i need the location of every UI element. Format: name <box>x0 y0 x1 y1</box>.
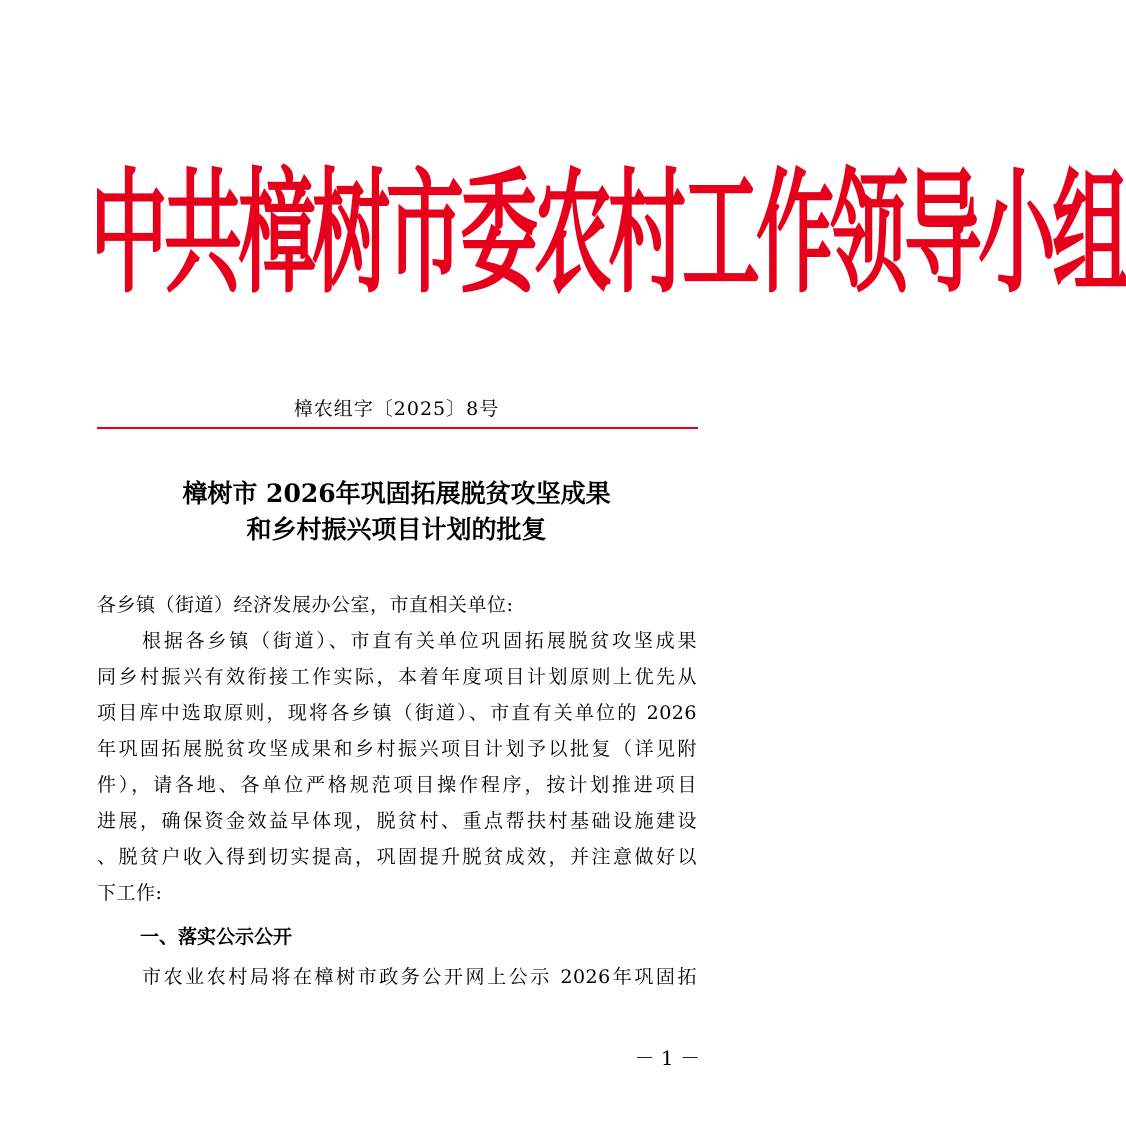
paragraph-line: 根据各乡镇（街道）、市直有关单位巩固拓展脱贫攻坚成果 <box>142 630 697 652</box>
paragraph-line: 年巩固拓展脱贫攻坚成果和乡村振兴项目计划予以批复（详见附 <box>97 738 697 760</box>
masthead: 中共樟树市委农村工作领导小组 <box>90 157 1126 313</box>
page-number: － 1 － <box>634 1046 700 1070</box>
paragraph-line: 进展，确保资金效益早体现，脱贫村、重点帮扶村基础设施建设 <box>97 810 697 832</box>
paragraph-line: 件），请各地、各单位严格规范项目操作程序，按计划推进项目 <box>97 774 697 796</box>
red-divider <box>97 427 698 429</box>
section-text: 市农业农村局将在樟树市政务公开网上公示 2026年巩固拓 <box>142 966 697 988</box>
paragraph-line: 下工作: <box>97 882 163 904</box>
document-number: 樟农组字〔2025〕8号 <box>293 398 500 420</box>
document-title-line-2: 和乡村振兴项目计划的批复 <box>246 515 547 544</box>
addressee: 各乡镇（街道）经济发展办公室，市直相关单位: <box>97 594 514 616</box>
paragraph-line: 项目库中选取原则，现将各乡镇（街道）、市直有关单位的 2026 <box>97 702 697 724</box>
paragraph-line: 同乡村振兴有效衔接工作实际，本着年度项目计划原则上优先从 <box>97 666 697 688</box>
paragraph-line: 、脱贫户收入得到切实提高，巩固提升脱贫成效，并注意做好以 <box>97 846 697 868</box>
document-title-line-1: 樟树市 2026年巩固拓展脱贫攻坚成果 <box>182 479 611 508</box>
section-heading: 一、落实公示公开 <box>140 926 293 948</box>
